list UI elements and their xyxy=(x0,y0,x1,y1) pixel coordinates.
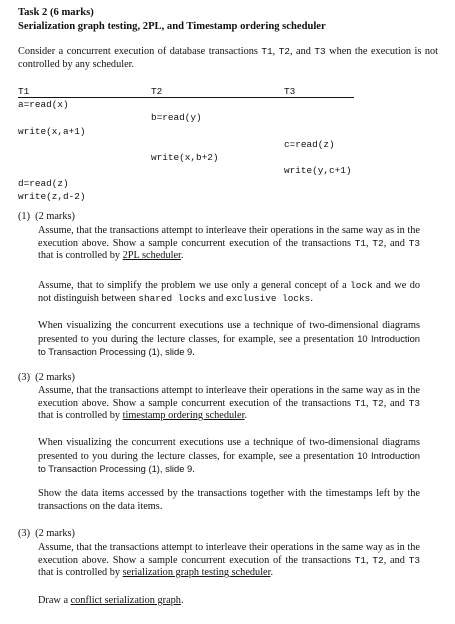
op-4: c=read(z) xyxy=(284,139,335,150)
op-5: write(x,b+2) xyxy=(151,152,219,163)
question-paragraph: When visualizing the concurrent executions use a technique of two-dimensional diagrams presented to you during the lecture classes, for example, see a presentation 10 Introduction to Transaction Processing (1), slide 9. xyxy=(38,320,420,359)
op-2: b=read(y) xyxy=(151,112,202,123)
question-paragraph: When visualizing the concurrent executions use a technique of two-dimensional diagrams presented to you during the lecture classes, for example, see a presentation 10 Introduction to Transaction Processing (1), slide 9. xyxy=(38,437,420,476)
question-paragraph: Assume, that to simplify the problem we use only a general concept of a lock and we do not distinguish between shared locks and exclusive locks. xyxy=(38,280,420,304)
question-paragraph: Draw a conflict serialization graph. xyxy=(38,595,184,606)
question-paragraph: Assume, that the transactions attempt to interleave their operations in the same way as in the execution above. Show a sample concurrent execution of the transactions T1, T2, and T3 that is controlled by 2PL scheduler. xyxy=(38,225,420,262)
op-7: d=read(z) xyxy=(18,178,69,189)
header-t3: T3 xyxy=(284,86,296,97)
op-1: a=read(x) xyxy=(18,99,69,110)
header-t2: T2 xyxy=(151,86,163,97)
op-8: write(z,d-2) xyxy=(18,191,86,202)
question-number: (1) (2 marks) xyxy=(18,211,75,222)
question-paragraph: Assume, that the transactions attempt to interleave their operations in the same way as in the execution above. Show a sample concurrent execution of the transactions T1, T2, and T3 that is controlled by serialization graph testing scheduler. xyxy=(38,542,420,579)
header-t1: T1 xyxy=(18,86,30,97)
op-3: write(x,a+1) xyxy=(18,126,86,137)
header-rule xyxy=(18,97,354,98)
question-number: (3) (2 marks) xyxy=(18,528,75,539)
question-number: (3) (2 marks) xyxy=(18,372,75,383)
question-paragraph: Show the data items accessed by the transactions together with the timestamps left by the transactions on the data items. xyxy=(38,488,420,512)
question-paragraph: Assume, that the transactions attempt to interleave their operations in the same way as in the execution above. Show a sample concurrent execution of the transactions T1, T2, and T3 that is controlled by timestamp ordering scheduler. xyxy=(38,385,420,422)
task-subtitle: Serialization graph testing, 2PL, and Timestamp ordering scheduler xyxy=(18,21,326,32)
task-title: Task 2 (6 marks) xyxy=(18,7,94,18)
op-6: write(y,c+1) xyxy=(284,165,352,176)
intro-paragraph: Consider a concurrent execution of database transactions T1, T2, and T3 when the execution is not controlled by any scheduler. xyxy=(18,46,438,70)
